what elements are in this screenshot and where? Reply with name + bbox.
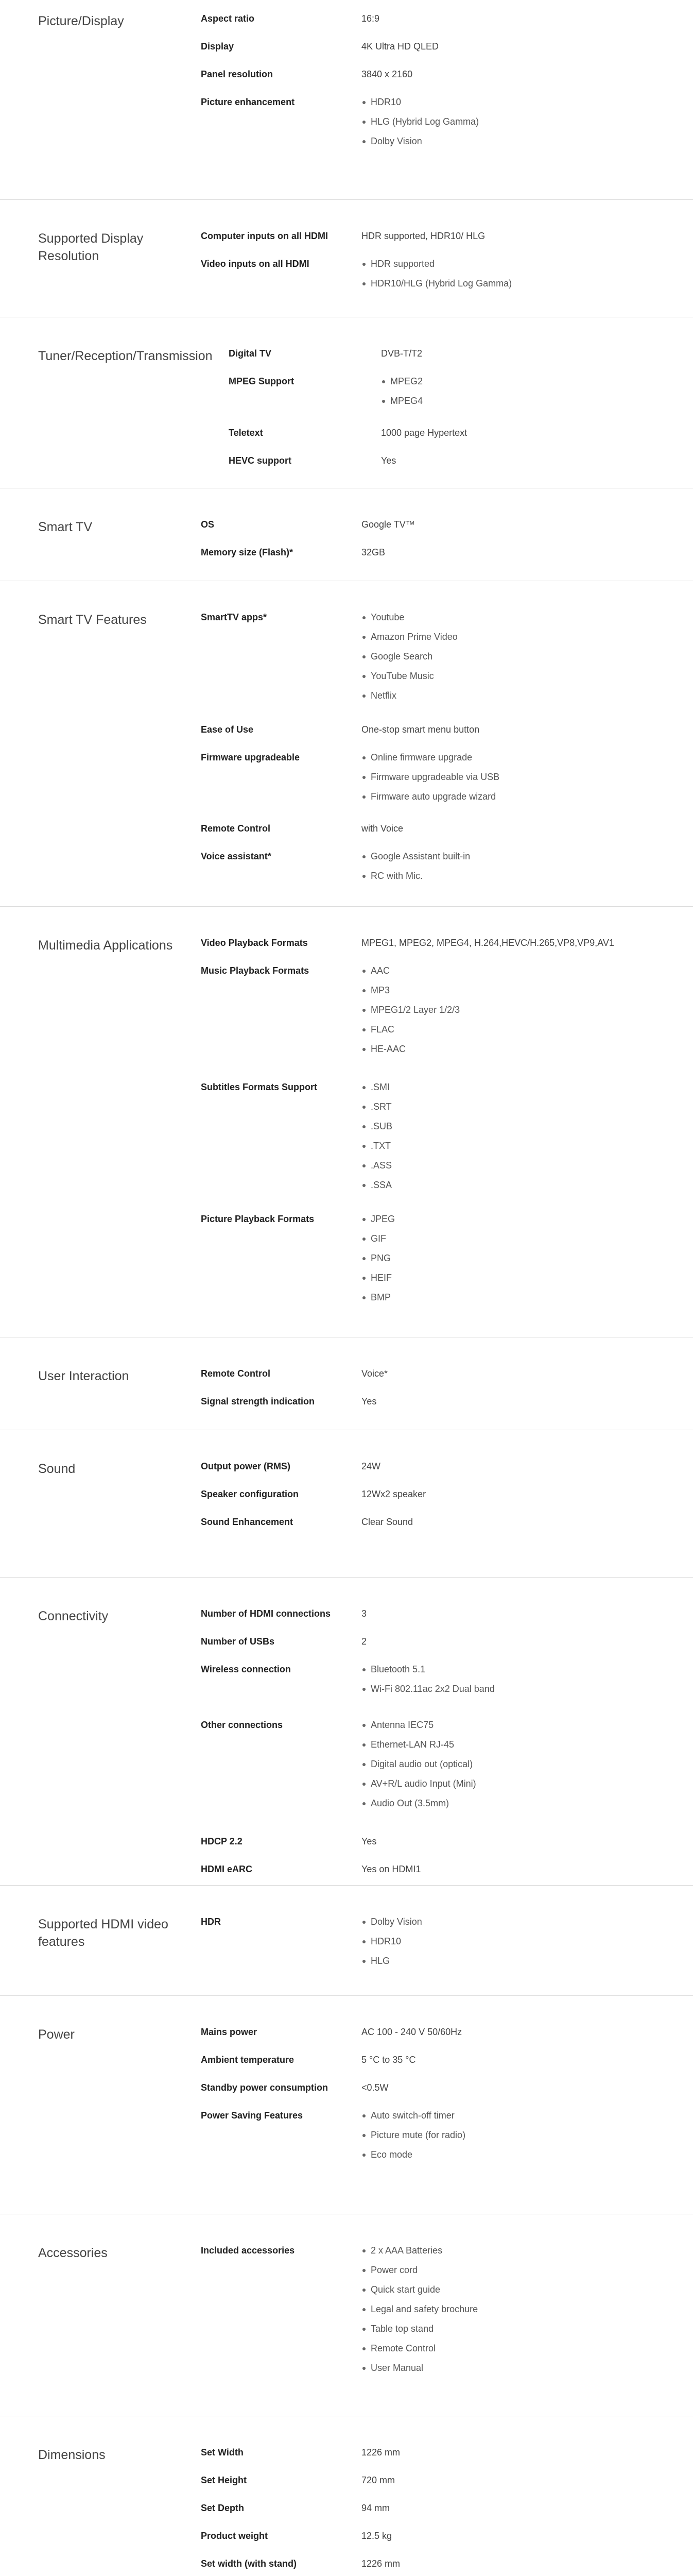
list-item: MPEG1/2 Layer 1/2/3 — [361, 1004, 693, 1016]
list-item: FLAC — [361, 1023, 693, 1036]
list-item: .SRT — [361, 1100, 693, 1113]
spec-value: One-stop smart menu button — [361, 724, 480, 735]
spec-rows — [201, 1460, 693, 1577]
list-item: Netflix — [361, 689, 693, 702]
spec-rows — [201, 1367, 693, 1430]
spec-label: Video inputs on all HDMI — [201, 259, 309, 269]
spec-rows — [201, 937, 693, 1337]
list-item: Picture mute (for radio) — [361, 2129, 693, 2141]
section-picture-display — [0, 0, 693, 200]
spec-label: Voice assistant* — [201, 851, 271, 861]
spec-value: 12.5 kg — [361, 2531, 392, 2541]
list-item: Firmware auto upgrade wizard — [361, 790, 693, 803]
spec-value: 1226 mm — [361, 2447, 401, 2458]
list-item: Bluetooth 5.1 — [361, 1663, 693, 1675]
spec-value-list — [361, 1081, 693, 1213]
section-user-interaction — [0, 1337, 693, 1430]
spec-row — [201, 937, 693, 964]
spec-label: SmartTV apps* — [201, 612, 267, 622]
list-item: Auto switch-off timer — [361, 2109, 693, 2122]
spec-rows — [201, 2026, 693, 2214]
spec-row — [201, 546, 693, 558]
spec-value-list — [361, 1663, 693, 1719]
spec-row — [201, 2081, 693, 2109]
list-item: Dolby Vision — [361, 135, 693, 147]
spec-label: Product weight — [201, 2531, 268, 2541]
list-item: Power cord — [361, 2264, 693, 2276]
spec-label: Mains power — [201, 2027, 257, 2037]
spec-row — [201, 518, 693, 546]
list-item: HDR10/HLG (Hybrid Log Gamma) — [361, 277, 693, 290]
section-title: Smart TV — [38, 520, 93, 534]
section-smart-tv-features — [0, 581, 693, 907]
spec-label: Display — [201, 41, 234, 52]
section-title: Tuner/Reception/Transmission — [38, 349, 213, 363]
spec-row — [201, 68, 693, 96]
list-item: Eco mode — [361, 2148, 693, 2161]
spec-value-list — [361, 1213, 693, 1311]
spec-value-list — [361, 96, 693, 155]
section-title: Power — [38, 2027, 75, 2042]
spec-value: Google TV™ — [361, 519, 415, 530]
spec-value: HDR supported, HDR10/ HLG — [361, 231, 486, 241]
spec-row — [201, 1663, 693, 1719]
spec-label: HDCP 2.2 — [201, 1836, 242, 1846]
list-item: YouTube Music — [361, 670, 693, 682]
list-item: Google Assistant built-in — [361, 850, 693, 862]
spec-label: Digital TV — [229, 348, 272, 359]
spec-row — [229, 427, 693, 454]
section-sound — [0, 1430, 693, 1578]
list-item: HLG — [361, 1955, 693, 1967]
list-item: Quick start guide — [361, 2283, 693, 2296]
spec-value: Voice* — [361, 1368, 388, 1379]
spec-row — [201, 2244, 693, 2381]
spec-label: Number of HDMI connections — [201, 1608, 331, 1619]
spec-row — [229, 375, 693, 427]
spec-label: Panel resolution — [201, 69, 273, 79]
spec-label: Set Height — [201, 2475, 247, 2485]
spec-row — [201, 1635, 693, 1663]
spec-value-list — [361, 850, 693, 889]
list-item: HEIF — [361, 1272, 693, 1284]
list-item: RC with Mic. — [361, 870, 693, 882]
section-title: Dimensions — [38, 2448, 106, 2462]
spec-row — [201, 1367, 693, 1395]
section-tuner-reception-transmission — [0, 317, 693, 488]
spec-row — [201, 1607, 693, 1635]
spec-rows — [229, 347, 693, 488]
spec-row — [201, 2502, 693, 2530]
spec-label: Signal strength indication — [201, 1396, 315, 1406]
list-item: GIF — [361, 1232, 693, 1245]
spec-value: Yes — [361, 1836, 377, 1846]
spec-row — [201, 96, 693, 155]
spec-value: MPEG1, MPEG2, MPEG4, H.264,HEVC/H.265,VP8,VP9,AV1 — [361, 938, 614, 948]
list-item: User Manual — [361, 2362, 693, 2374]
spec-label: Ease of Use — [201, 724, 254, 735]
spec-value: 3 — [361, 1608, 367, 1619]
spec-rows — [201, 1916, 693, 1995]
section-title: Picture/Display — [38, 14, 124, 28]
spec-value: 4K Ultra HD QLED — [361, 41, 439, 52]
section-supported-hdmi-video-features — [0, 1886, 693, 1996]
spec-label: Computer inputs on all HDMI — [201, 231, 328, 241]
section-title: Supported Display Resolution — [38, 231, 144, 263]
list-item: HDR10 — [361, 1935, 693, 1947]
spec-row — [201, 40, 693, 68]
spec-value: DVB-T/T2 — [381, 348, 423, 359]
spec-value: 16:9 — [361, 13, 380, 24]
spec-row — [201, 2026, 693, 2054]
spec-label: HDMI eARC — [201, 1864, 253, 1874]
list-item: PNG — [361, 1252, 693, 1264]
list-item: .SMI — [361, 1081, 693, 1093]
spec-value-list — [361, 964, 693, 1081]
section-title: Sound — [38, 1462, 76, 1476]
spec-label: Set Width — [201, 2447, 244, 2458]
spec-row — [201, 258, 693, 297]
spec-value-list — [361, 1719, 693, 1835]
list-item: MPEG2 — [381, 375, 693, 387]
spec-value-list — [361, 611, 693, 723]
spec-row — [201, 723, 693, 751]
list-item: Legal and safety brochure — [361, 2303, 693, 2315]
list-item: Dolby Vision — [361, 1916, 693, 1928]
spec-rows — [201, 12, 693, 199]
list-item: MPEG4 — [381, 395, 693, 407]
spec-label: Power Saving Features — [201, 2110, 303, 2121]
list-item: Remote Control — [361, 2342, 693, 2354]
list-item: Firmware upgradeable via USB — [361, 771, 693, 783]
list-item: .ASS — [361, 1159, 693, 1172]
spec-row — [201, 751, 693, 822]
spec-rows — [201, 230, 693, 317]
list-item: Wi-Fi 802.11ac 2x2 Dual band — [361, 1683, 693, 1695]
spec-label: Wireless connection — [201, 1664, 291, 1674]
section-title: Connectivity — [38, 1609, 109, 1623]
spec-label: Picture Playback Formats — [201, 1214, 315, 1224]
spec-row — [201, 2557, 693, 2576]
spec-label: Number of USBs — [201, 1636, 275, 1647]
spec-value: Yes — [361, 1396, 377, 1406]
spec-row — [201, 850, 693, 889]
spec-label: HEVC support — [229, 455, 292, 466]
spec-label: Teletext — [229, 428, 263, 438]
spec-row — [201, 230, 693, 258]
spec-row — [229, 454, 693, 467]
section-supported-display-resolution — [0, 200, 693, 317]
spec-row — [201, 1916, 693, 1974]
spec-row — [201, 2474, 693, 2502]
list-item: Digital audio out (optical) — [361, 1758, 693, 1770]
spec-label: Firmware upgradeable — [201, 752, 300, 762]
list-item: HLG (Hybrid Log Gamma) — [361, 115, 693, 128]
spec-value: 32GB — [361, 547, 386, 557]
spec-label: Sound Enhancement — [201, 1517, 293, 1527]
spec-label: Remote Control — [201, 1368, 270, 1379]
spec-rows — [201, 1607, 693, 1885]
spec-row — [201, 1863, 693, 1875]
spec-value: 5 °C to 35 °C — [361, 2055, 416, 2065]
spec-rows — [201, 611, 693, 906]
spec-value: Clear Sound — [361, 1517, 413, 1527]
spec-row — [201, 822, 693, 850]
spec-label: Ambient temperature — [201, 2055, 294, 2065]
spec-label: Aspect ratio — [201, 13, 255, 24]
spec-label: MPEG Support — [229, 376, 294, 386]
section-title: Smart TV Features — [38, 613, 147, 627]
spec-row — [201, 2109, 693, 2168]
spec-rows — [201, 2446, 693, 2576]
list-item: .SUB — [361, 1120, 693, 1132]
list-item: 2 x AAA Batteries — [361, 2244, 693, 2257]
spec-row — [201, 1081, 693, 1213]
list-item: HDR supported — [361, 258, 693, 270]
spec-row — [201, 1835, 693, 1863]
spec-value: <0.5W — [361, 2082, 389, 2093]
spec-value-list — [361, 258, 693, 297]
section-power — [0, 1996, 693, 2214]
spec-value: Yes — [381, 455, 396, 466]
section-multimedia-applications — [0, 907, 693, 1337]
spec-row — [229, 347, 693, 375]
list-item: Online firmware upgrade — [361, 751, 693, 764]
section-dimensions — [0, 2416, 693, 2576]
list-item: MP3 — [361, 984, 693, 996]
spec-label: Memory size (Flash)* — [201, 547, 293, 557]
list-item: Amazon Prime Video — [361, 631, 693, 643]
spec-value: Yes on HDMI1 — [361, 1864, 421, 1874]
spec-value: with Voice — [361, 823, 404, 834]
section-smart-tv — [0, 488, 693, 581]
spec-row — [201, 2530, 693, 2557]
spec-label: Music Playback Formats — [201, 965, 309, 976]
list-item: AV+R/L audio Input (Mini) — [361, 1777, 693, 1790]
spec-label: Remote Control — [201, 823, 270, 834]
spec-value: 94 mm — [361, 2503, 390, 2513]
spec-label: Included accessories — [201, 2245, 295, 2256]
spec-row — [201, 964, 693, 1081]
spec-label: Standby power consumption — [201, 2082, 328, 2093]
spec-label: Set width (with stand) — [201, 2558, 297, 2569]
spec-label: Speaker configuration — [201, 1489, 299, 1499]
spec-label: HDR — [201, 1917, 221, 1927]
spec-label: Output power (RMS) — [201, 1461, 290, 1471]
list-item: HDR10 — [361, 96, 693, 108]
spec-row — [201, 2054, 693, 2081]
spec-value-list — [361, 2244, 693, 2381]
spec-row — [201, 1719, 693, 1835]
list-item: Antenna IEC75 — [361, 1719, 693, 1731]
list-item: HE-AAC — [361, 1043, 693, 1055]
spec-row — [201, 1395, 693, 1408]
list-item: Ethernet-LAN RJ-45 — [361, 1738, 693, 1751]
list-item: .SSA — [361, 1179, 693, 1191]
spec-rows — [201, 518, 693, 581]
section-title: Supported HDMI video features — [38, 1917, 168, 1949]
section-title: User Interaction — [38, 1369, 129, 1383]
section-title: Accessories — [38, 2246, 108, 2260]
spec-label: Subtitles Formats Support — [201, 1082, 318, 1092]
list-item: Google Search — [361, 650, 693, 663]
spec-value: AC 100 - 240 V 50/60Hz — [361, 2027, 462, 2037]
spec-label: OS — [201, 519, 215, 530]
spec-value-list — [381, 375, 693, 427]
spec-row — [201, 611, 693, 723]
spec-rows — [201, 2244, 693, 2416]
list-item: Table top stand — [361, 2323, 693, 2335]
spec-value: 2 — [361, 1636, 367, 1647]
spec-label: Other connections — [201, 1720, 283, 1730]
spec-row — [201, 1460, 693, 1488]
section-connectivity — [0, 1578, 693, 1886]
spec-value: 3840 x 2160 — [361, 69, 413, 79]
spec-value-list — [361, 1916, 693, 1974]
spec-value: 1226 mm — [361, 2558, 401, 2569]
spec-value-list — [361, 751, 693, 822]
list-item: AAC — [361, 964, 693, 977]
list-item: Youtube — [361, 611, 693, 623]
list-item: JPEG — [361, 1213, 693, 1225]
section-title: Multimedia Applications — [38, 938, 173, 953]
spec-row — [201, 2446, 693, 2474]
spec-value: 720 mm — [361, 2475, 395, 2485]
spec-value: 24W — [361, 1461, 381, 1471]
spec-row — [201, 12, 693, 40]
spec-label: Picture enhancement — [201, 97, 295, 107]
spec-row — [201, 1213, 693, 1311]
section-accessories — [0, 2214, 693, 2416]
spec-value: 12Wx2 speaker — [361, 1489, 426, 1499]
list-item: BMP — [361, 1291, 693, 1303]
spec-value-list — [361, 2109, 693, 2168]
spec-row — [201, 1488, 693, 1516]
list-item: Audio Out (3.5mm) — [361, 1797, 693, 1809]
list-item: .TXT — [361, 1140, 693, 1152]
spec-value: 1000 page Hypertext — [381, 428, 467, 438]
spec-label: Video Playback Formats — [201, 938, 308, 948]
spec-row — [201, 1516, 693, 1528]
spec-label: Set Depth — [201, 2503, 245, 2513]
